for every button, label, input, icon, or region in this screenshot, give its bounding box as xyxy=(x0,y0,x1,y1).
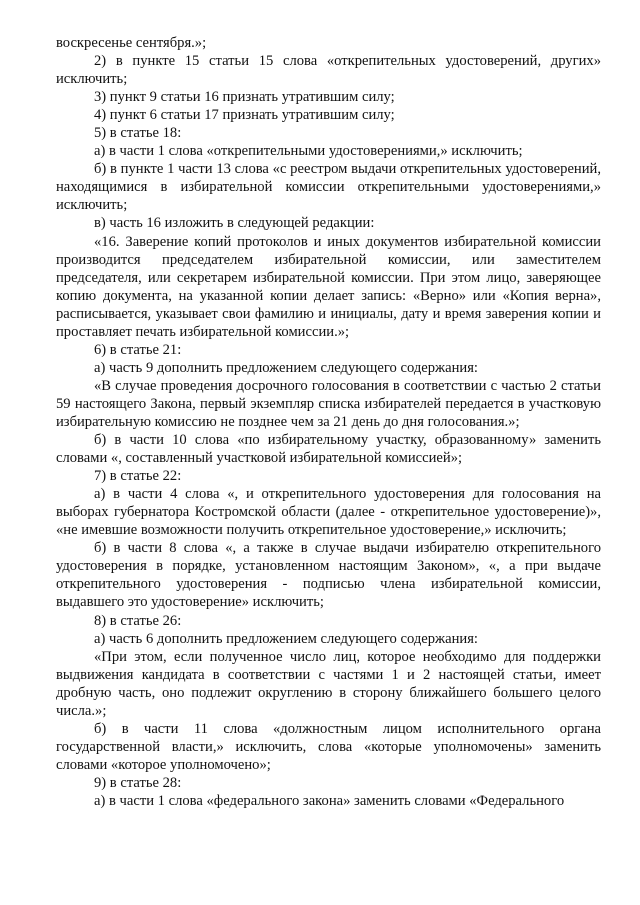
paragraph: 8) в статье 26: xyxy=(94,612,182,629)
paragraph: б) в части 8 слова «, а также в случае выдачи избирателю открепительного удостоверения в порядке, установленном настоящим Законом», «, а при выдаче открепительного удостоверения - подписью члена избирательной комиссии, выдавшего это удостоверение» исключить; xyxy=(56,540,601,611)
paragraph: б) в части 11 слова «должностным лицом исполнительного органа государственной власти,» исключить, слова «которые уполномочены» заменить словами «которое уполномочено»; xyxy=(56,720,601,773)
paragraph: б) в пункте 1 части 13 слова «с реестром выдачи открепительных удостоверений, находящимися в избирательной комиссии открепительными удостоверениями,» исключить; xyxy=(56,161,601,214)
paragraph: 2) в пункте 15 статьи 15 слова «открепительных удостоверений, других» исключить; xyxy=(56,53,601,88)
paragraph: «В случае проведения досрочного голосования в соответствии с частью 2 статьи 59 настоящего Закона, первый экземпляр списка избирателей передается в участковую избирательную комиссию не позднее чем за 21 день до дня голосования.»; xyxy=(56,377,601,430)
paragraph: 7) в статье 22: xyxy=(94,468,182,485)
paragraph: а) часть 6 дополнить предложением следующего содержания: xyxy=(94,630,478,647)
paragraph: б) в части 10 слова «по избирательному участку, образованному» заменить словами «, составленный участковой избирательной комиссией»; xyxy=(56,432,601,467)
paragraph: а) в части 1 слова «федерального закона» заменить словами «Федерального xyxy=(94,792,565,809)
paragraph: а) в части 4 слова «, и открепительного удостоверения для голосования на выборах губернатора Костромской области (далее - открепительное удостоверение)», «не имевшие возможности получить открепительное удостоверение,» исключить; xyxy=(56,486,601,539)
paragraph: 5) в статье 18: xyxy=(94,125,182,142)
paragraph: «16. Заверение копий протоколов и иных документов избирательной комиссии производится председателем избирательной комиссии, или заместителем председателя, или секретарем избирательной комиссии. При этом лицо, заверяющее копию документа, на указанной копии делает запись: «Верно» или «Копия верна», расписывается, указывает свои фамилию и инициалы, дату и время заверения копии и проставляет печать избирательной комиссии.»; xyxy=(56,233,601,340)
paragraph: воскресенье сентября.»; xyxy=(56,35,207,51)
document-page xyxy=(56,34,601,810)
paragraph: 3) пункт 9 статьи 16 признать утратившим силу; xyxy=(94,89,395,106)
paragraph: 6) в статье 21: xyxy=(94,341,182,358)
paragraph: а) в части 1 слова «открепительными удостоверениями,» исключить; xyxy=(94,143,523,160)
paragraph: 9) в статье 28: xyxy=(94,774,182,791)
paragraph: а) часть 9 дополнить предложением следующего содержания: xyxy=(94,359,478,376)
paragraph: 4) пункт 6 статьи 17 признать утратившим силу; xyxy=(94,107,395,124)
paragraph: «При этом, если полученное число лиц, которое необходимо для поддержки выдвижения кандидата в соответствии с частями 1 и 2 настоящей статьи, имеет дробную часть, оно подлежит округлению в сторону ближайшего большего целого числа.»; xyxy=(56,648,601,719)
paragraph: в) часть 16 изложить в следующей редакции: xyxy=(94,215,375,232)
